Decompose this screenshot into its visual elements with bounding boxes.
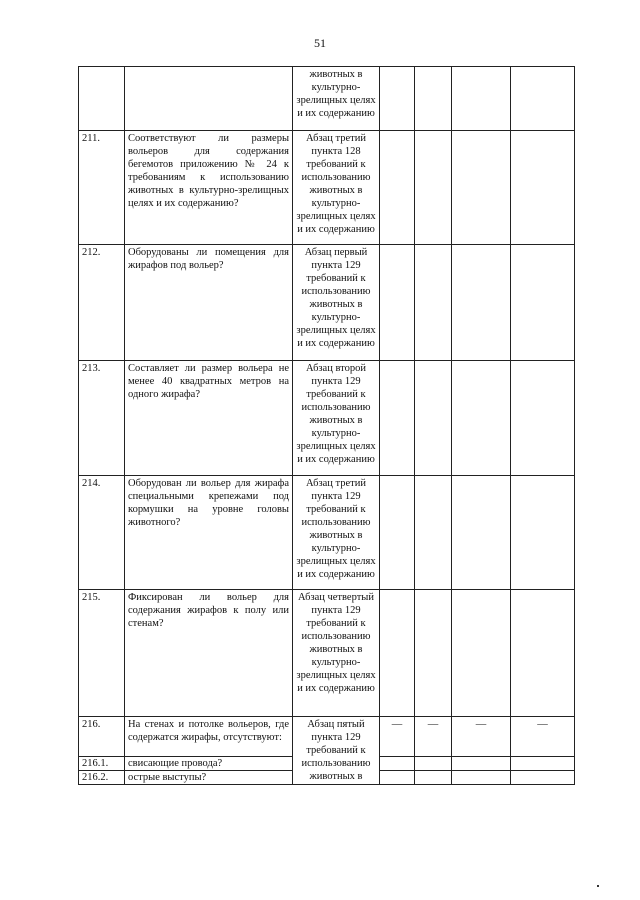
table-row bbox=[79, 476, 575, 590]
answer-no-cell bbox=[415, 131, 452, 245]
answer-na-cell bbox=[452, 757, 511, 771]
question-cell bbox=[125, 67, 293, 131]
question-cell: На стенах и потолке вольеров, где содержатся жирафы, отсутствуют: bbox=[125, 717, 293, 757]
answer-yes-cell bbox=[380, 131, 415, 245]
question-cell: свисающие провода? bbox=[125, 757, 293, 771]
answer-na-cell bbox=[452, 590, 511, 717]
reference-cell: Абзац четвертый пункта 129 требований к использованию животных в культурно-зрелищных целях и их содержанию bbox=[293, 590, 380, 717]
table-row bbox=[79, 590, 575, 717]
note-cell bbox=[511, 131, 575, 245]
table-row bbox=[79, 131, 575, 245]
table-row bbox=[79, 361, 575, 476]
table-row bbox=[79, 717, 575, 757]
question-cell: Оборудованы ли помещения для жирафов под вольер? bbox=[125, 245, 293, 361]
reference-text: Абзац пятый пункта 129 требований к использованию животных в bbox=[301, 719, 371, 782]
question-cell: Оборудован ли вольер для жирафа специальными крепежами под кормушки на уровне головы животного? bbox=[125, 476, 293, 590]
answer-yes-cell bbox=[380, 757, 415, 771]
row-number: 216.2. bbox=[79, 771, 125, 785]
table-row bbox=[79, 245, 575, 361]
row-number: 215. bbox=[79, 590, 125, 717]
checklist-table bbox=[78, 66, 575, 785]
answer-no-cell bbox=[415, 476, 452, 590]
answer-no-cell bbox=[415, 361, 452, 476]
row-number: 211. bbox=[79, 131, 125, 245]
answer-na-cell bbox=[452, 771, 511, 785]
answer-yes-cell bbox=[380, 771, 415, 785]
note-cell bbox=[511, 476, 575, 590]
note-cell bbox=[511, 245, 575, 361]
reference-cell bbox=[293, 717, 380, 785]
reference-cell: Абзац третий пункта 129 требований к использованию животных в культурно-зрелищных целях и их содержанию bbox=[293, 476, 380, 590]
answer-yes-cell: — bbox=[380, 717, 415, 757]
row-number: 212. bbox=[79, 245, 125, 361]
question-cell: Фиксирован ли вольер для содержания жирафов к полу или стенам? bbox=[125, 590, 293, 717]
answer-yes-cell bbox=[380, 476, 415, 590]
answer-no-cell bbox=[415, 771, 452, 785]
page-number: 51 bbox=[314, 36, 326, 50]
answer-no-cell: — bbox=[415, 717, 452, 757]
row-number: 214. bbox=[79, 476, 125, 590]
question-cell: Составляет ли размер вольера не менее 40 квадратных метров на одного жирафа? bbox=[125, 361, 293, 476]
question-cell: Соответствуют ли размеры вольеров для содержания бегемотов приложению № 24 к требованиям к использованию животных в культурно-зрелищных целях и их содержанию? bbox=[125, 131, 293, 245]
answer-na-cell bbox=[452, 476, 511, 590]
row-number bbox=[79, 67, 125, 131]
note-cell: — bbox=[511, 717, 575, 757]
question-cell: острые выступы? bbox=[125, 771, 293, 785]
note-cell bbox=[511, 771, 575, 785]
answer-yes-cell bbox=[380, 361, 415, 476]
note-cell bbox=[511, 361, 575, 476]
answer-na-cell bbox=[452, 361, 511, 476]
reference-cell: Абзац третий пункта 128 требований к использованию животных в культурно-зрелищных целях и их содержанию bbox=[293, 131, 380, 245]
reference-cell: Абзац второй пункта 129 требований к использованию животных в культурно-зрелищных целях и их содержанию bbox=[293, 361, 380, 476]
answer-no-cell bbox=[415, 67, 452, 131]
answer-na-cell bbox=[452, 67, 511, 131]
answer-yes-cell bbox=[380, 67, 415, 131]
reference-cell: животных в культурно-зрелищных целях и их содержанию bbox=[293, 67, 380, 131]
answer-na-cell bbox=[452, 131, 511, 245]
answer-no-cell bbox=[415, 590, 452, 717]
answer-no-cell bbox=[415, 245, 452, 361]
note-cell bbox=[511, 67, 575, 131]
row-number: 216. bbox=[79, 717, 125, 757]
note-cell bbox=[511, 757, 575, 771]
row-number: 213. bbox=[79, 361, 125, 476]
table-row bbox=[79, 67, 575, 131]
answer-yes-cell bbox=[380, 245, 415, 361]
note-cell bbox=[511, 590, 575, 717]
answer-no-cell bbox=[415, 757, 452, 771]
answer-yes-cell bbox=[380, 590, 415, 717]
answer-na-cell: — bbox=[452, 717, 511, 757]
reference-cell: Абзац первый пункта 129 требований к использованию животных в культурно-зрелищных целях и их содержанию bbox=[293, 245, 380, 361]
row-number: 216.1. bbox=[79, 757, 125, 771]
answer-na-cell bbox=[452, 245, 511, 361]
scan-speck bbox=[597, 885, 599, 887]
